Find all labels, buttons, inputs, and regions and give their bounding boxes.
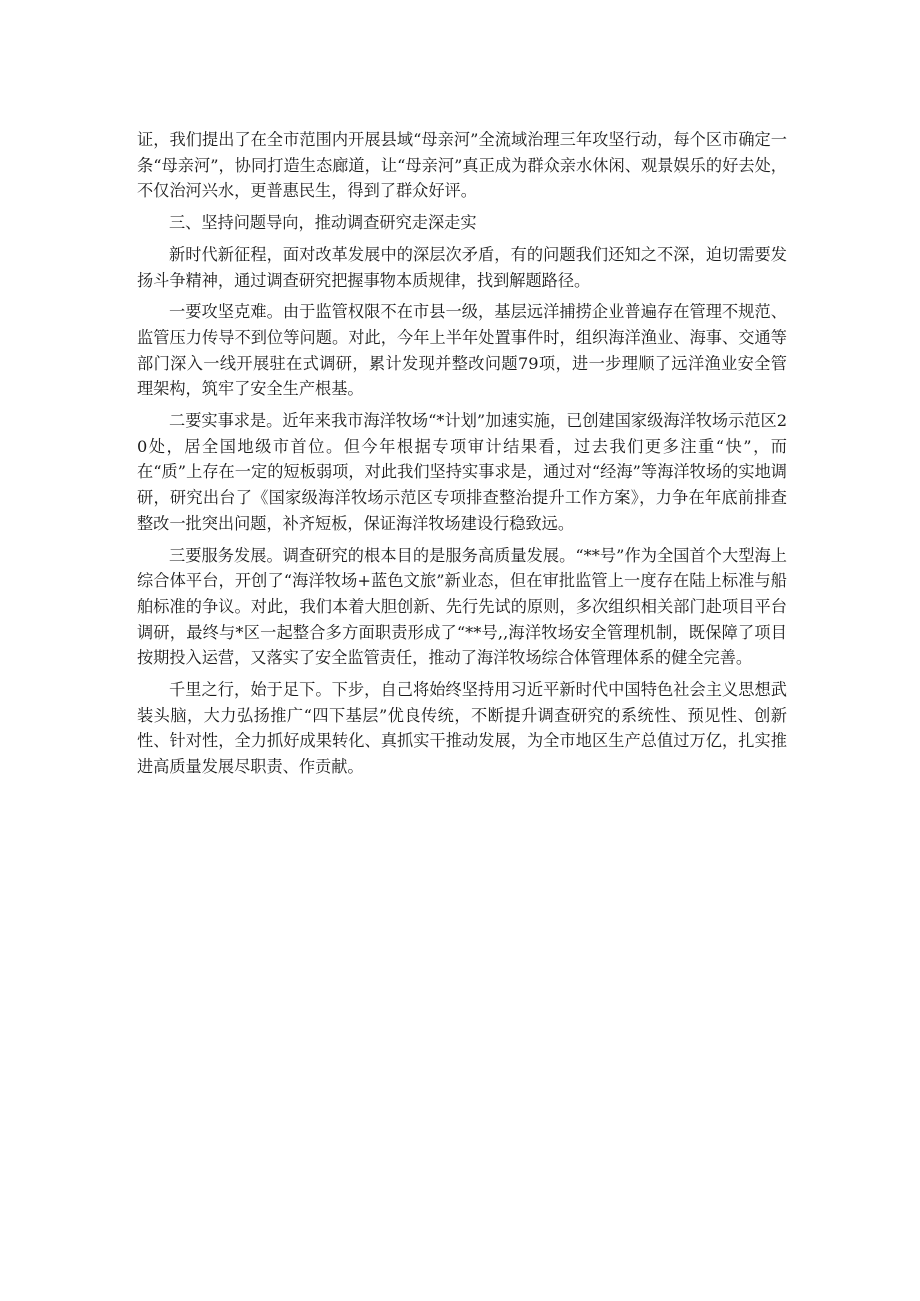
paragraph-continuation: 证，我们提出了在全市范围内开展县域“母亲河”全流域治理三年攻坚行动，每个区市确定一条“母亲河”，协同打造生态廊道，让“母亲河”真正成为群众亲水休闲、观景娱乐的好去处，不仅治河兴水，更普惠民生，得到了群众好评。 [137,130,787,201]
section-heading: 三、坚持问题导向，推动调查研究走深走实 [169,213,477,233]
paragraph-intro: 新时代新征程，面对改革发展中的深层次矛盾，有的问题我们还知之不深，迫切需要发扬斗争精神，通过调查研究把握事物本质规律，找到解题路径。 [137,244,787,290]
paragraph-point-two: 二要实事求是。近年来我市海洋牧场“*计划”加速实施，已创建国家级海洋牧场示范区20处，居全国地级市首位。但今年根据专项审计结果看，过去我们更多注重“快”，而在“质”上存在一定的短板弱项，对此我们坚持实事求是，通过对“经海”等海洋牧场的实地调研，研究出台了《国家级海洋牧场示范区专项排查整治提升工作方案》，力争在年底前排查整改一批突出问题，补齐短板，保证海洋牧场建设行稳致远。 [137,411,787,533]
paragraph-point-three: 三要服务发展。调查研究的根本目的是服务高质量发展。“**号”作为全国首个大型海上综合体平台，开创了“海洋牧场+蓝色文旅”新业态，但在审批监管上一度存在陆上标准与船舶标准的争议。对此，我们本着大胆创新、先行先试的原则，多次组织相关部门赴项目平台调研，最终与*区一起整合多方面职责形成了“**号,,海洋牧场安全管理机制，既保障了项目按期投入运营，又落实了安全监管责任，推动了海洋牧场综合体管理体系的健全完善。 [137,545,787,668]
document-body [137,127,787,786]
paragraph-point-one: 一要攻坚克难。由于监管权限不在市县一级，基层远洋捕捞企业普遍存在管理不规范、监管压力传导不到位等问题。对此，今年上半年处置事件时，组织海洋渔业、海事、交通等部门深入一线开展驻在式调研，累计发现并整改问题79项，进一步理顺了远洋渔业安全管理架构，筑牢了安全生产根基。 [137,302,787,399]
paragraph-conclusion: 千里之行，始于足下。下步，自己将始终坚持用习近平新时代中国特色社会主义思想武装头脑，大力弘扬推广“四下基层”优良传统，不断提升调查研究的系统性、预见性、创新性、针对性，全力抓好成果转化、真抓实干推动发展，为全市地区生产总值过万亿，扎实推进高质量发展尽职责、作贡献。 [137,680,787,777]
